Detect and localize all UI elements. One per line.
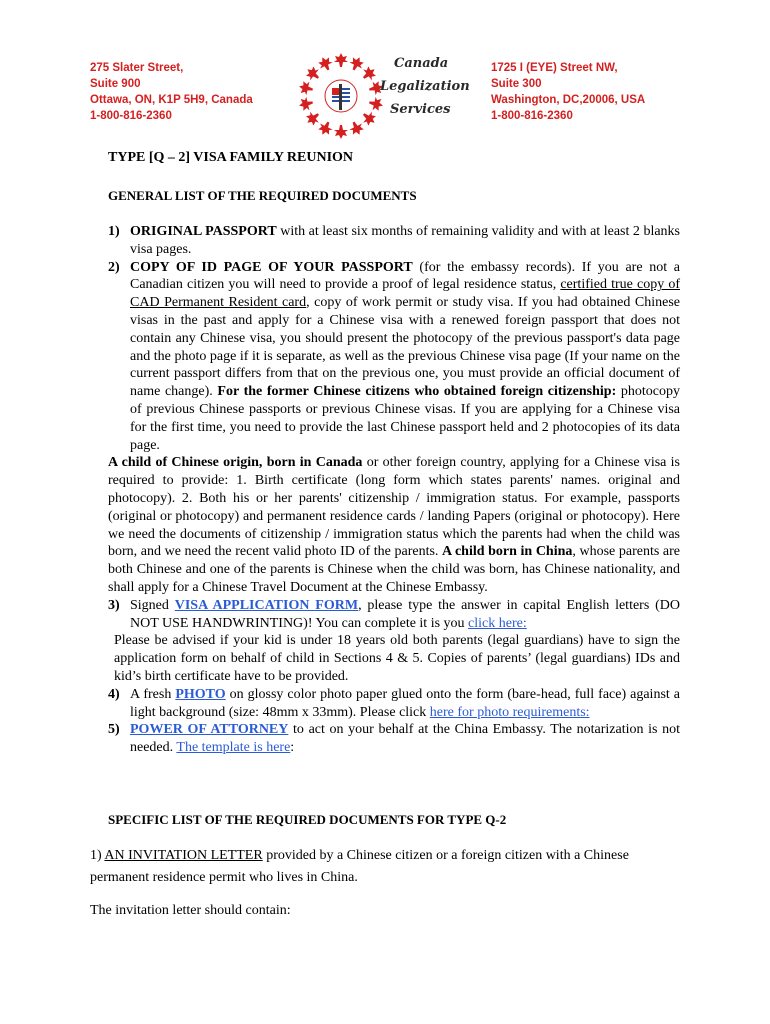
general-list-heading: GENERAL LIST OF THE REQUIRED DOCUMENTS [108,188,417,203]
item-text: or other foreign country, applying for a Chinese visa is required to provide: 1. Birth certificate (long form which states parents' names. original and photocopy). 2. Both his or her parents' citizenship / immigration status. For example, passports (original or photocopy) and permanent residence cards / landing Papers (original or photocopy). Here we need the documents of citizenship / immigration status which the parents had when the child was born, and we need the recent valid photo ID of the parents. [108,455,680,560]
visa-application-form-link[interactable]: VISA APPLICATION FORM [174,597,359,613]
item-title: COPY OF ID PAGE OF YOUR PASSPORT [130,259,413,275]
item-text: , copy of work permit or study visa. If you had obtained Chinese visas in the past and apply for a Chinese visa with a renewed foreign passport that does not contain any Chinese visa, you should present the photocopy of the previous passport's data page and the photo page if it is separate, as well as the previous Chinese visa page (If your name on the current passport differs from that on the previous one, you must provide an official document of name change). [130,295,681,400]
template-link[interactable]: The template is here [176,740,291,756]
ottawa-address [90,60,253,124]
maple-leaf-icon [298,80,315,97]
item-bold-text: A child of Chinese origin, born in Canada [108,455,363,471]
list-item [108,686,680,722]
item-text-underlined: certified true copy of CAD Permanent Resident card [130,277,680,311]
child-origin-paragraph [108,454,680,596]
address-line: 1725 I (EYE) Street NW, [491,62,618,74]
maple-leaf-icon [334,125,348,139]
item-text: Signed [130,597,175,613]
maple-leaf-icon [368,96,385,113]
item-text: A fresh [130,686,176,702]
maple-leaf-icon [316,54,335,73]
list-item [108,259,680,455]
item-number: 5) [108,722,120,738]
specific-list-heading: SPECIFIC LIST OF THE REQUIRED DOCUMENTS FOR TYPE Q-2 [108,812,507,827]
item-text: , whose parents are both Chinese and one of the parents is Chinese when the child was born, has Chinese nationality, and shall apply for a Chinese Travel Document at the Chinese Embassy. [108,544,680,595]
maple-leaf-icon [303,109,323,129]
item-number: 4) [108,686,120,702]
address-line: Suite 900 [90,78,141,90]
company-logo [296,44,470,144]
required-documents-list [108,223,680,757]
power-of-attorney-link[interactable]: POWER OF ATTORNEY [130,722,289,738]
address-line: 275 Slater Street, [90,62,184,74]
maple-leaf-ring-icon [296,44,386,144]
item-number: 1) [90,848,105,863]
click-here-link[interactable]: click here: [468,615,527,631]
logo-text-canada: Canada [394,56,449,71]
phone-number: 1-800-816-2360 [491,110,573,122]
list-item [108,223,680,259]
list-item [108,721,680,757]
item-text: : [290,740,295,756]
maple-leaf-icon [316,119,335,138]
item-title: ORIGINAL PASSPORT [130,224,277,239]
maple-leaf-icon [303,64,323,84]
address-line: Washington, DC,20006, USA [491,94,646,106]
address-line: Suite 300 [491,78,542,90]
item-text: (for the embassy records). If you are not a Canadian citizen you will need to provide a proof of legal residence status, [130,259,680,293]
invitation-letter-paragraph [90,845,690,889]
maple-leaf-icon [347,119,366,138]
item-text: on glossy color photo paper glued onto the form (bare-head, full face) against a light background (size: 48mm x 33mm). Please click [130,686,680,720]
photo-requirements-link[interactable]: here for photo requirements: [429,704,590,720]
list-item [108,597,680,633]
maple-leaf-icon [359,64,379,84]
item-text: photocopy of previous Chinese passports or previous Chinese visas. If you are applying for a Chinese visa for the first time, you need to provide the last Chinese passport held and 2 photocopies of its data page. [130,384,680,453]
maple-leaf-icon [347,54,366,73]
item-text: , please type the answer in capital English letters (DO NOT USE HANDWRINTING)! You can complete it is you [130,597,681,631]
photo-link[interactable]: PHOTO [175,686,226,702]
item-text: with at least six months of remaining validity and with at least 2 blanks visa pages. [130,224,680,257]
closing-text: The invitation letter should contain: [90,903,291,918]
invitation-letter-title: AN INVITATION LETTER [104,848,263,863]
logo-text-services: Services [390,102,451,117]
guardian-note: Please be advised if your kid is under 18 years old both parents (legal guardians) have to sign the application form on behalf of child in Sections 4 & 5. Copies of parents’ (legal guardians) IDs and kid’s birth certificate have to be provided. [114,633,680,684]
item-text: to act on your behalf at the China Embassy. The notarization is not needed. [130,722,681,756]
washington-address [491,60,645,124]
maple-leaf-icon [334,53,348,67]
page-title: TYPE [Q – 2] VISA FAMILY REUNION [108,150,354,165]
item-text: provided by a Chinese citizen or a foreign citizen with a Chinese permanent residence permit who lives in China. [90,848,629,885]
item-number: 1) [108,224,120,239]
maple-leaf-icon [359,109,379,129]
item-number: 2) [108,259,120,275]
address-line: Ottawa, ON, K1P 5H9, Canada [90,94,253,106]
item-number: 3) [108,597,120,613]
logo-text-legalization: Legalization [380,79,470,94]
maple-leaf-icon [298,96,315,113]
item-bold-text: For the former Chinese citizens who obtained foreign citizenship: [217,384,617,400]
phone-number: 1-800-816-2360 [90,110,172,122]
item-bold-text: A child born in China [442,544,573,560]
